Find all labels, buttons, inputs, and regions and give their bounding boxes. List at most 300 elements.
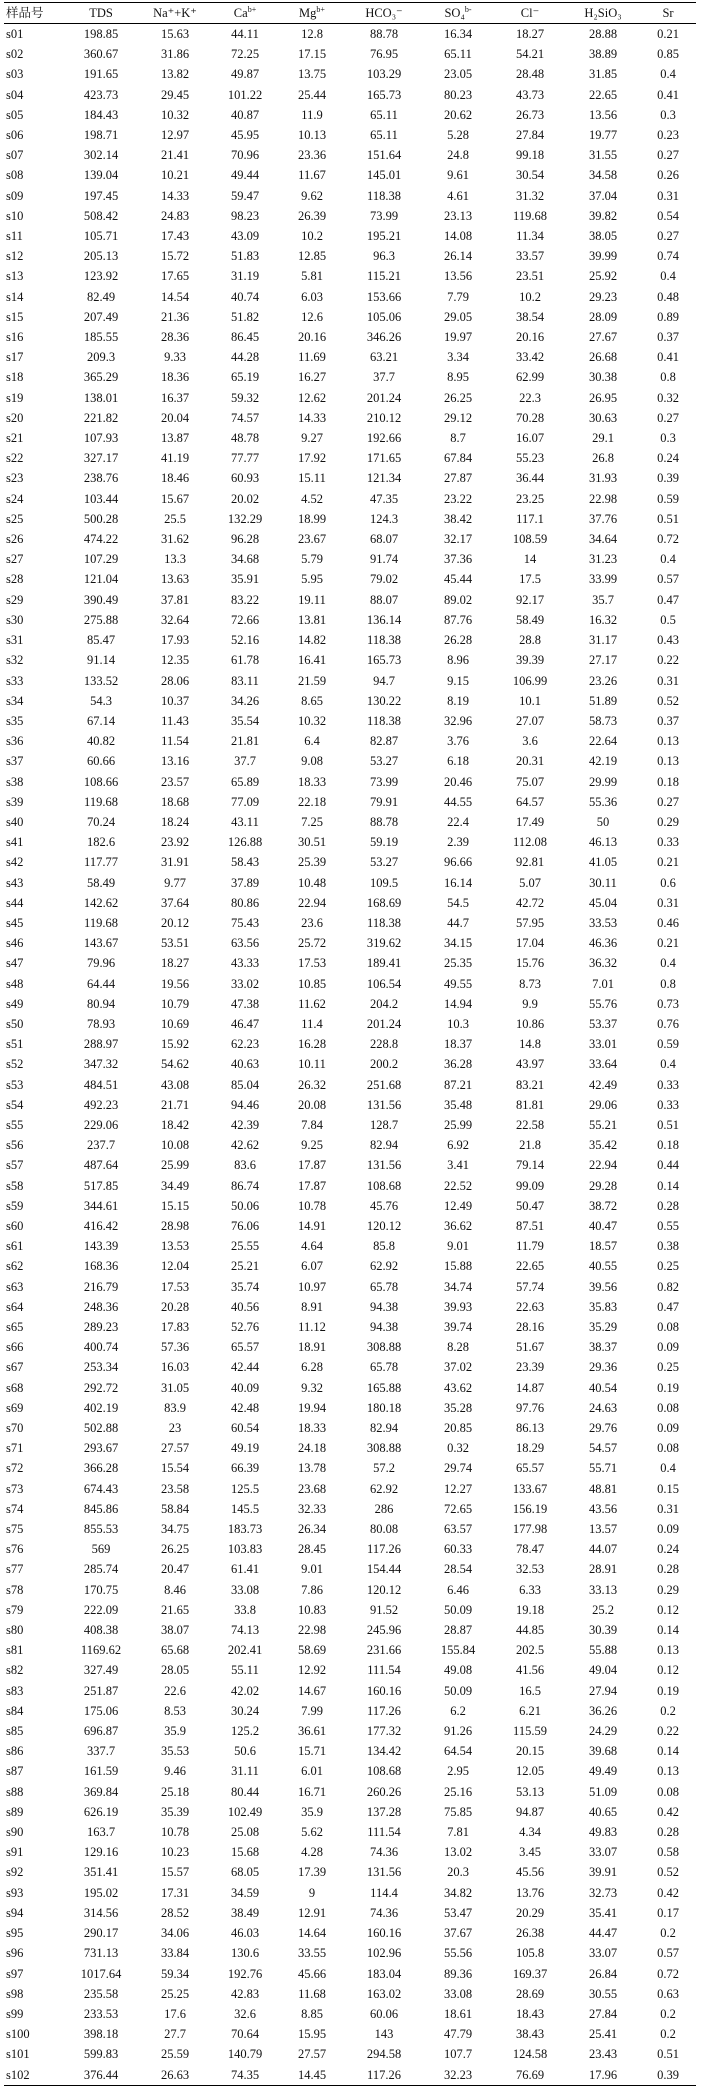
table-cell: 40.63 [230, 1057, 260, 1072]
table-cell: 23 [168, 1421, 182, 1436]
table-cell: 376.44 [64, 2065, 138, 2086]
table-cell: 12.62 [297, 390, 327, 405]
table-cell: 107.29 [83, 552, 119, 567]
table-cell: 6.4 [304, 734, 320, 749]
table-cell: 17.6 [164, 2006, 186, 2021]
table-cell: 42.39 [230, 1117, 260, 1132]
table-cell: 55.23 [515, 451, 545, 466]
table-cell: 408.38 [83, 1623, 119, 1638]
table-cell: 29.74 [443, 1461, 473, 1476]
table-cell: 17.87 [297, 1178, 327, 1193]
table-cell: 49.83 [588, 1825, 618, 1840]
table-cell: 23.26 [588, 673, 618, 688]
table-cell: 50.47 [515, 1198, 545, 1213]
sample-id-cell: s94 [6, 1905, 24, 1920]
table-cell: 26.8 [592, 451, 614, 466]
table-cell: 57.2 [373, 1461, 395, 1476]
table-cell: 27.07 [515, 713, 545, 728]
table-cell: 21.71 [160, 1097, 190, 1112]
table-row [4, 307, 696, 327]
table-cell: 16.5 [519, 1683, 541, 1698]
table-row [4, 630, 696, 650]
table-cell: 6.21 [519, 1703, 541, 1718]
table-cell: 47.38 [230, 996, 260, 1011]
table-cell: 9.61 [447, 168, 469, 183]
table-cell: 308.88 [366, 1441, 402, 1456]
sample-id-cell: s65 [6, 1320, 24, 1334]
table-cell: 31.85 [588, 67, 618, 82]
table-cell: 12.05 [515, 1764, 545, 1779]
table-cell: 29.1 [592, 431, 614, 446]
table-cell: 22.18 [297, 794, 327, 809]
table-cell: 53.13 [515, 1784, 545, 1799]
table-cell: 285.74 [83, 1562, 119, 1577]
table-cell: 86.13 [515, 1421, 545, 1436]
table-cell: 0.27 [657, 229, 679, 244]
table-cell: 30.51 [297, 835, 327, 850]
table-cell: 13.75 [297, 67, 327, 82]
table-cell: 9.25 [301, 1138, 323, 1153]
sample-id-cell: s05 [6, 107, 24, 122]
sample-id-cell: s39 [6, 794, 24, 809]
table-cell: 6.01 [301, 1764, 323, 1779]
sample-id-cell: s46 [6, 936, 24, 951]
table-cell: 17.65 [160, 269, 190, 284]
table-cell: 28.36 [160, 330, 190, 345]
table-cell: 49.55 [443, 976, 473, 991]
table-cell: 60.66 [86, 754, 116, 769]
table-row [4, 913, 696, 933]
table-cell: 118.38 [367, 188, 401, 203]
sample-id-cell: s20 [6, 410, 24, 425]
table-cell: 0.24 [657, 451, 679, 466]
table-cell: 89.02 [443, 592, 473, 607]
sample-id-cell: s89 [6, 1804, 24, 1819]
table-cell: 17.5 [519, 572, 541, 587]
table-cell: 25.35 [443, 956, 473, 971]
table-cell: 15.68 [230, 1845, 260, 1860]
table-cell: 0.32 [447, 1441, 469, 1456]
table-row [4, 1115, 696, 1135]
table-cell: 0.33 [657, 835, 679, 850]
table-cell: 53.27 [369, 754, 399, 769]
table-row [4, 388, 696, 408]
sample-id-cell: s15 [6, 309, 24, 324]
table-cell: 8.65 [301, 693, 323, 708]
sample-id-cell: s93 [6, 1885, 24, 1900]
table-cell: 20.29 [515, 1905, 545, 1920]
table-cell: 41.56 [515, 1663, 545, 1678]
table-cell: 27.84 [588, 2006, 618, 2021]
table-cell: 9.15 [447, 673, 469, 688]
table-row [4, 1923, 696, 1943]
sample-id-cell: s28 [6, 572, 24, 587]
table-cell: 351.41 [83, 1865, 119, 1880]
table-cell: 81.81 [515, 1097, 545, 1112]
table-cell: 0.18 [657, 1138, 679, 1153]
table-cell: 32.53 [515, 1562, 545, 1577]
table-cell: 163.7 [86, 1825, 116, 1840]
table-cell: 201.24 [366, 390, 402, 405]
table-cell: 0.24 [657, 1542, 679, 1557]
table-cell: 49.19 [230, 1441, 260, 1456]
table-cell: 24.83 [160, 208, 190, 223]
table-cell: 59.34 [160, 1966, 190, 1981]
table-cell: 42.44 [230, 1360, 260, 1375]
table-cell: 49.49 [588, 1764, 618, 1779]
table-cell: 0.29 [657, 814, 679, 829]
table-cell: 39.93 [443, 1299, 473, 1314]
table-cell: 18.29 [515, 1441, 545, 1456]
table-cell: 17.15 [297, 47, 327, 62]
table-cell: 398.18 [83, 2027, 119, 2042]
table-cell: 106.54 [366, 976, 402, 991]
table-cell: 94.87 [515, 1804, 545, 1819]
table-cell: 88.78 [369, 814, 399, 829]
table-row [4, 1842, 696, 1862]
table-cell: 47.35 [369, 491, 399, 506]
table-cell: 10.48 [297, 875, 327, 890]
table-cell: 10.3 [447, 1016, 469, 1031]
table-row [4, 1014, 696, 1034]
table-cell: 15.95 [297, 2027, 327, 2042]
table-cell: 9.01 [301, 1562, 323, 1577]
table-cell: 33.53 [588, 915, 618, 930]
table-cell: 99.09 [515, 1178, 545, 1193]
table-cell: 0.27 [657, 794, 679, 809]
table-cell: 8.7 [450, 431, 466, 446]
table-cell: 23.25 [515, 491, 545, 506]
table-cell: 4.64 [301, 1239, 323, 1254]
table-row [4, 2044, 696, 2064]
table-cell: 18.57 [588, 1239, 618, 1254]
column-header [64, 3, 138, 24]
table-cell: 0.28 [657, 1825, 679, 1840]
table-cell: 44.85 [515, 1623, 545, 1638]
table-cell: 500.28 [83, 511, 119, 526]
table-cell: 44.28 [230, 350, 260, 365]
table-cell: 10.11 [298, 1057, 326, 1072]
table-cell: 29.28 [588, 1178, 618, 1193]
table-cell: 103.29 [366, 67, 402, 82]
table-cell: 59.19 [369, 835, 399, 850]
table-cell: 112.08 [513, 835, 547, 850]
table-cell: 6.46 [447, 1582, 469, 1597]
table-cell: 11.68 [298, 1986, 326, 2001]
table-cell: 12.04 [160, 1259, 190, 1274]
table-cell: 32.64 [160, 612, 190, 627]
table-cell: 43.62 [443, 1380, 473, 1395]
sample-id-cell: s90 [6, 1825, 24, 1840]
table-cell: 13.87 [160, 431, 190, 446]
table-cell: 14.87 [515, 1380, 545, 1395]
table-cell: 10.32 [160, 107, 190, 122]
table-cell: 33.02 [230, 976, 260, 991]
sample-id-cell: s02 [6, 47, 24, 62]
column-header [212, 3, 278, 24]
table-cell: 14 [523, 552, 537, 567]
table-row [4, 1660, 696, 1680]
table-cell: 210.12 [366, 410, 402, 425]
table-cell: 92.17 [515, 592, 545, 607]
table-cell: 42.49 [588, 1077, 618, 1092]
table-cell: 18.24 [160, 814, 190, 829]
table-cell: 26.73 [515, 107, 545, 122]
table-cell: 13.16 [160, 754, 190, 769]
table-cell: 23.58 [160, 1481, 190, 1496]
sample-id-cell: s67 [6, 1360, 24, 1375]
table-cell: 0.31 [657, 1501, 679, 1516]
table-cell: 66.39 [230, 1461, 260, 1476]
table-cell: 50.09 [443, 1602, 473, 1617]
table-cell: 55.71 [588, 1461, 618, 1476]
table-row [4, 1701, 696, 1721]
table-cell: 20.04 [160, 410, 190, 425]
table-row [4, 1277, 696, 1297]
table-cell: 25.72 [297, 936, 327, 951]
table-row [4, 1559, 696, 1579]
table-cell: 13.57 [588, 1522, 618, 1537]
table-cell: 74.13 [230, 1623, 260, 1638]
table-cell: 32.17 [443, 532, 473, 547]
sample-id-cell: s81 [6, 1643, 24, 1658]
table-cell: 4.34 [519, 1825, 541, 1840]
sample-id-cell: s82 [6, 1663, 24, 1678]
table-cell: 29.23 [588, 289, 618, 304]
table-cell: 168.36 [83, 1259, 119, 1274]
table-cell: 37.7 [373, 370, 395, 385]
table-cell: 10.2 [519, 289, 541, 304]
table-cell: 143 [374, 2027, 394, 2042]
table-row [4, 145, 696, 165]
table-cell: 37.02 [443, 1360, 473, 1375]
table-cell: 216.79 [83, 1279, 119, 1294]
table-cell: 134.42 [366, 1744, 402, 1759]
table-cell: 28.45 [297, 1542, 327, 1557]
table-cell: 10.85 [297, 976, 327, 991]
table-cell: 55.88 [588, 1643, 618, 1658]
table-cell: 16.03 [160, 1360, 190, 1375]
table-cell: 65.68 [160, 1643, 190, 1658]
table-cell: 10.79 [160, 996, 190, 1011]
sample-id-cell: s27 [6, 552, 24, 567]
table-cell: 8.85 [301, 2006, 323, 2021]
table-cell: 38.54 [515, 309, 545, 324]
table-cell: 0.29 [657, 1582, 679, 1597]
table-cell: 17.43 [160, 229, 190, 244]
table-cell: 0.89 [657, 309, 679, 324]
table-cell: 40.54 [588, 1380, 618, 1395]
table-cell: 115.21 [367, 269, 401, 284]
table-row [4, 974, 696, 994]
table-cell: 91.26 [443, 1724, 473, 1739]
table-cell: 55.21 [588, 1117, 618, 1132]
table-cell: 200.2 [369, 1057, 399, 1072]
table-cell: 85.47 [86, 633, 116, 648]
table-cell: 64.44 [86, 976, 116, 991]
table-cell: 45.56 [515, 1865, 545, 1880]
table-cell: 55.76 [588, 996, 618, 1011]
table-cell: 11.4 [301, 1016, 323, 1031]
table-cell: 15.54 [160, 1461, 190, 1476]
table-cell: 65.57 [515, 1461, 545, 1476]
table-row [4, 2065, 696, 2086]
table-cell: 25.44 [297, 87, 327, 102]
table-cell: 140.79 [227, 2047, 263, 2062]
sample-id-cell: s72 [6, 1461, 24, 1476]
table-cell: 293.67 [83, 1441, 119, 1456]
table-cell: 12.97 [160, 128, 190, 143]
table-cell: 65.11 [370, 107, 398, 122]
column-header-label: HCO₃⁻ [365, 6, 403, 20]
table-row [4, 428, 696, 448]
table-cell: 26.68 [588, 350, 618, 365]
table-cell: 39.68 [588, 1744, 618, 1759]
table-cell: 72.66 [230, 612, 260, 627]
table-cell: 8.28 [447, 1340, 469, 1355]
table-cell: 24.29 [588, 1724, 618, 1739]
table-cell: 18.33 [297, 774, 327, 789]
table-cell: 20.02 [230, 491, 260, 506]
table-cell: 130.6 [230, 1946, 260, 1961]
table-cell: 0.08 [657, 1400, 679, 1415]
table-cell: 0.76 [657, 1016, 679, 1031]
table-cell: 0.2 [660, 1703, 676, 1718]
table-cell: 20.85 [443, 1421, 473, 1436]
column-header [566, 3, 640, 24]
table-cell: 337.7 [86, 1744, 116, 1759]
table-cell: 0.39 [640, 2065, 696, 2086]
table-cell: 7.81 [447, 1825, 469, 1840]
table-cell: 27.67 [588, 330, 618, 345]
table-cell: 9.01 [447, 1239, 469, 1254]
table-cell: 26.25 [443, 390, 473, 405]
sample-id-cell: s30 [6, 612, 24, 627]
table-cell: 37.64 [160, 895, 190, 910]
table-cell: 62.99 [515, 370, 545, 385]
table-cell: 626.19 [83, 1804, 119, 1819]
column-header-label: SO₄ [444, 6, 465, 20]
sample-id-cell: s14 [6, 289, 24, 304]
table-cell: 1169.62 [80, 1643, 122, 1658]
table-cell: 65.78 [369, 1279, 399, 1294]
table-cell: 105.06 [366, 309, 402, 324]
table-cell: 45.66 [297, 1966, 327, 1981]
sample-id-cell: s01 [6, 27, 24, 41]
sample-id-cell: s61 [6, 1239, 24, 1254]
table-cell: 46.36 [588, 936, 618, 951]
table-cell: 36.28 [443, 1057, 473, 1072]
table-cell: 18.46 [160, 471, 190, 486]
table-cell: 119.68 [84, 794, 118, 809]
table-cell: 23.36 [297, 148, 327, 163]
table-cell: 0.09 [657, 1421, 679, 1436]
column-header-superscript: b+ [316, 4, 325, 14]
table-cell: 117.26 [346, 2065, 422, 2086]
table-cell: 26.14 [443, 249, 473, 264]
table-cell: 40.47 [588, 1218, 618, 1233]
table-cell: 33.01 [588, 1037, 618, 1052]
table-cell: 80.86 [230, 895, 260, 910]
table-cell: 222.09 [83, 1602, 119, 1617]
table-cell: 0.51 [657, 2047, 679, 2062]
table-cell: 29.05 [443, 309, 473, 324]
table-cell: 9.46 [164, 1764, 186, 1779]
table-cell: 57.36 [160, 1340, 190, 1355]
table-cell: 0.41 [657, 350, 679, 365]
table-cell: 22.64 [588, 734, 618, 749]
table-cell: 0.23 [657, 128, 679, 143]
table-cell: 28.54 [443, 1562, 473, 1577]
table-cell: 43.08 [160, 1077, 190, 1092]
table-cell: 484.51 [83, 1077, 119, 1092]
table-cell: 131.56 [366, 1097, 402, 1112]
sample-id-cell: s32 [6, 653, 24, 668]
table-cell: 79.14 [515, 1158, 545, 1173]
table-cell: 0.21 [657, 936, 679, 951]
table-cell: 0.51 [657, 511, 679, 526]
table-cell: 4.52 [301, 491, 323, 506]
table-cell: 0.27 [657, 148, 679, 163]
table-cell: 20.16 [515, 330, 545, 345]
table-cell: 47.79 [443, 2027, 473, 2042]
table-cell: 27.84 [515, 128, 545, 143]
table-cell: 42.19 [588, 754, 618, 769]
table-cell: 15.67 [160, 491, 190, 506]
table-cell: 0.73 [657, 996, 679, 1011]
sample-id-cell: s16 [6, 330, 24, 345]
table-cell: 76.69 [494, 2065, 566, 2086]
table-cell: 360.67 [83, 47, 119, 62]
table-cell: 36.61 [297, 1724, 327, 1739]
table-cell: 40.09 [230, 1380, 260, 1395]
table-cell: 1017.64 [80, 1966, 122, 1981]
table-cell: 63.57 [443, 1522, 473, 1537]
table-cell: 37.7 [234, 754, 256, 769]
sample-id-cell: s25 [6, 511, 24, 526]
table-row [4, 246, 696, 266]
table-cell: 286 [374, 1501, 394, 1516]
sample-id-cell: s57 [6, 1158, 24, 1173]
table-cell: 168.69 [366, 895, 402, 910]
table-cell: 65.11 [444, 47, 472, 62]
table-cell: 82.94 [369, 1421, 399, 1436]
table-cell: 22.98 [588, 491, 618, 506]
table-cell: 569 [91, 1542, 111, 1557]
table-row [4, 1903, 696, 1923]
table-cell: 35.53 [160, 1744, 190, 1759]
table-cell: 22.94 [588, 1158, 618, 1173]
table-cell: 33.84 [160, 1946, 190, 1961]
sample-id-cell: s71 [6, 1441, 24, 1456]
table-cell: 102.96 [366, 1946, 402, 1961]
table-cell: 248.36 [83, 1299, 119, 1314]
table-body [4, 24, 696, 2086]
table-cell: 103.83 [227, 1542, 263, 1557]
table-row [4, 711, 696, 731]
table-cell: 198.85 [83, 27, 119, 41]
table-cell: 14.82 [297, 633, 327, 648]
table-cell: 366.28 [83, 1461, 119, 1476]
sample-id-cell: s34 [6, 693, 24, 708]
table-cell: 17.39 [297, 1865, 327, 1880]
table-cell: 12.27 [443, 1481, 473, 1496]
table-cell: 24.18 [297, 1441, 327, 1456]
table-cell: 347.32 [83, 1057, 119, 1072]
table-cell: 221.82 [83, 410, 119, 425]
table-cell: 0.3 [660, 431, 676, 446]
table-cell: 0.59 [657, 1037, 679, 1052]
